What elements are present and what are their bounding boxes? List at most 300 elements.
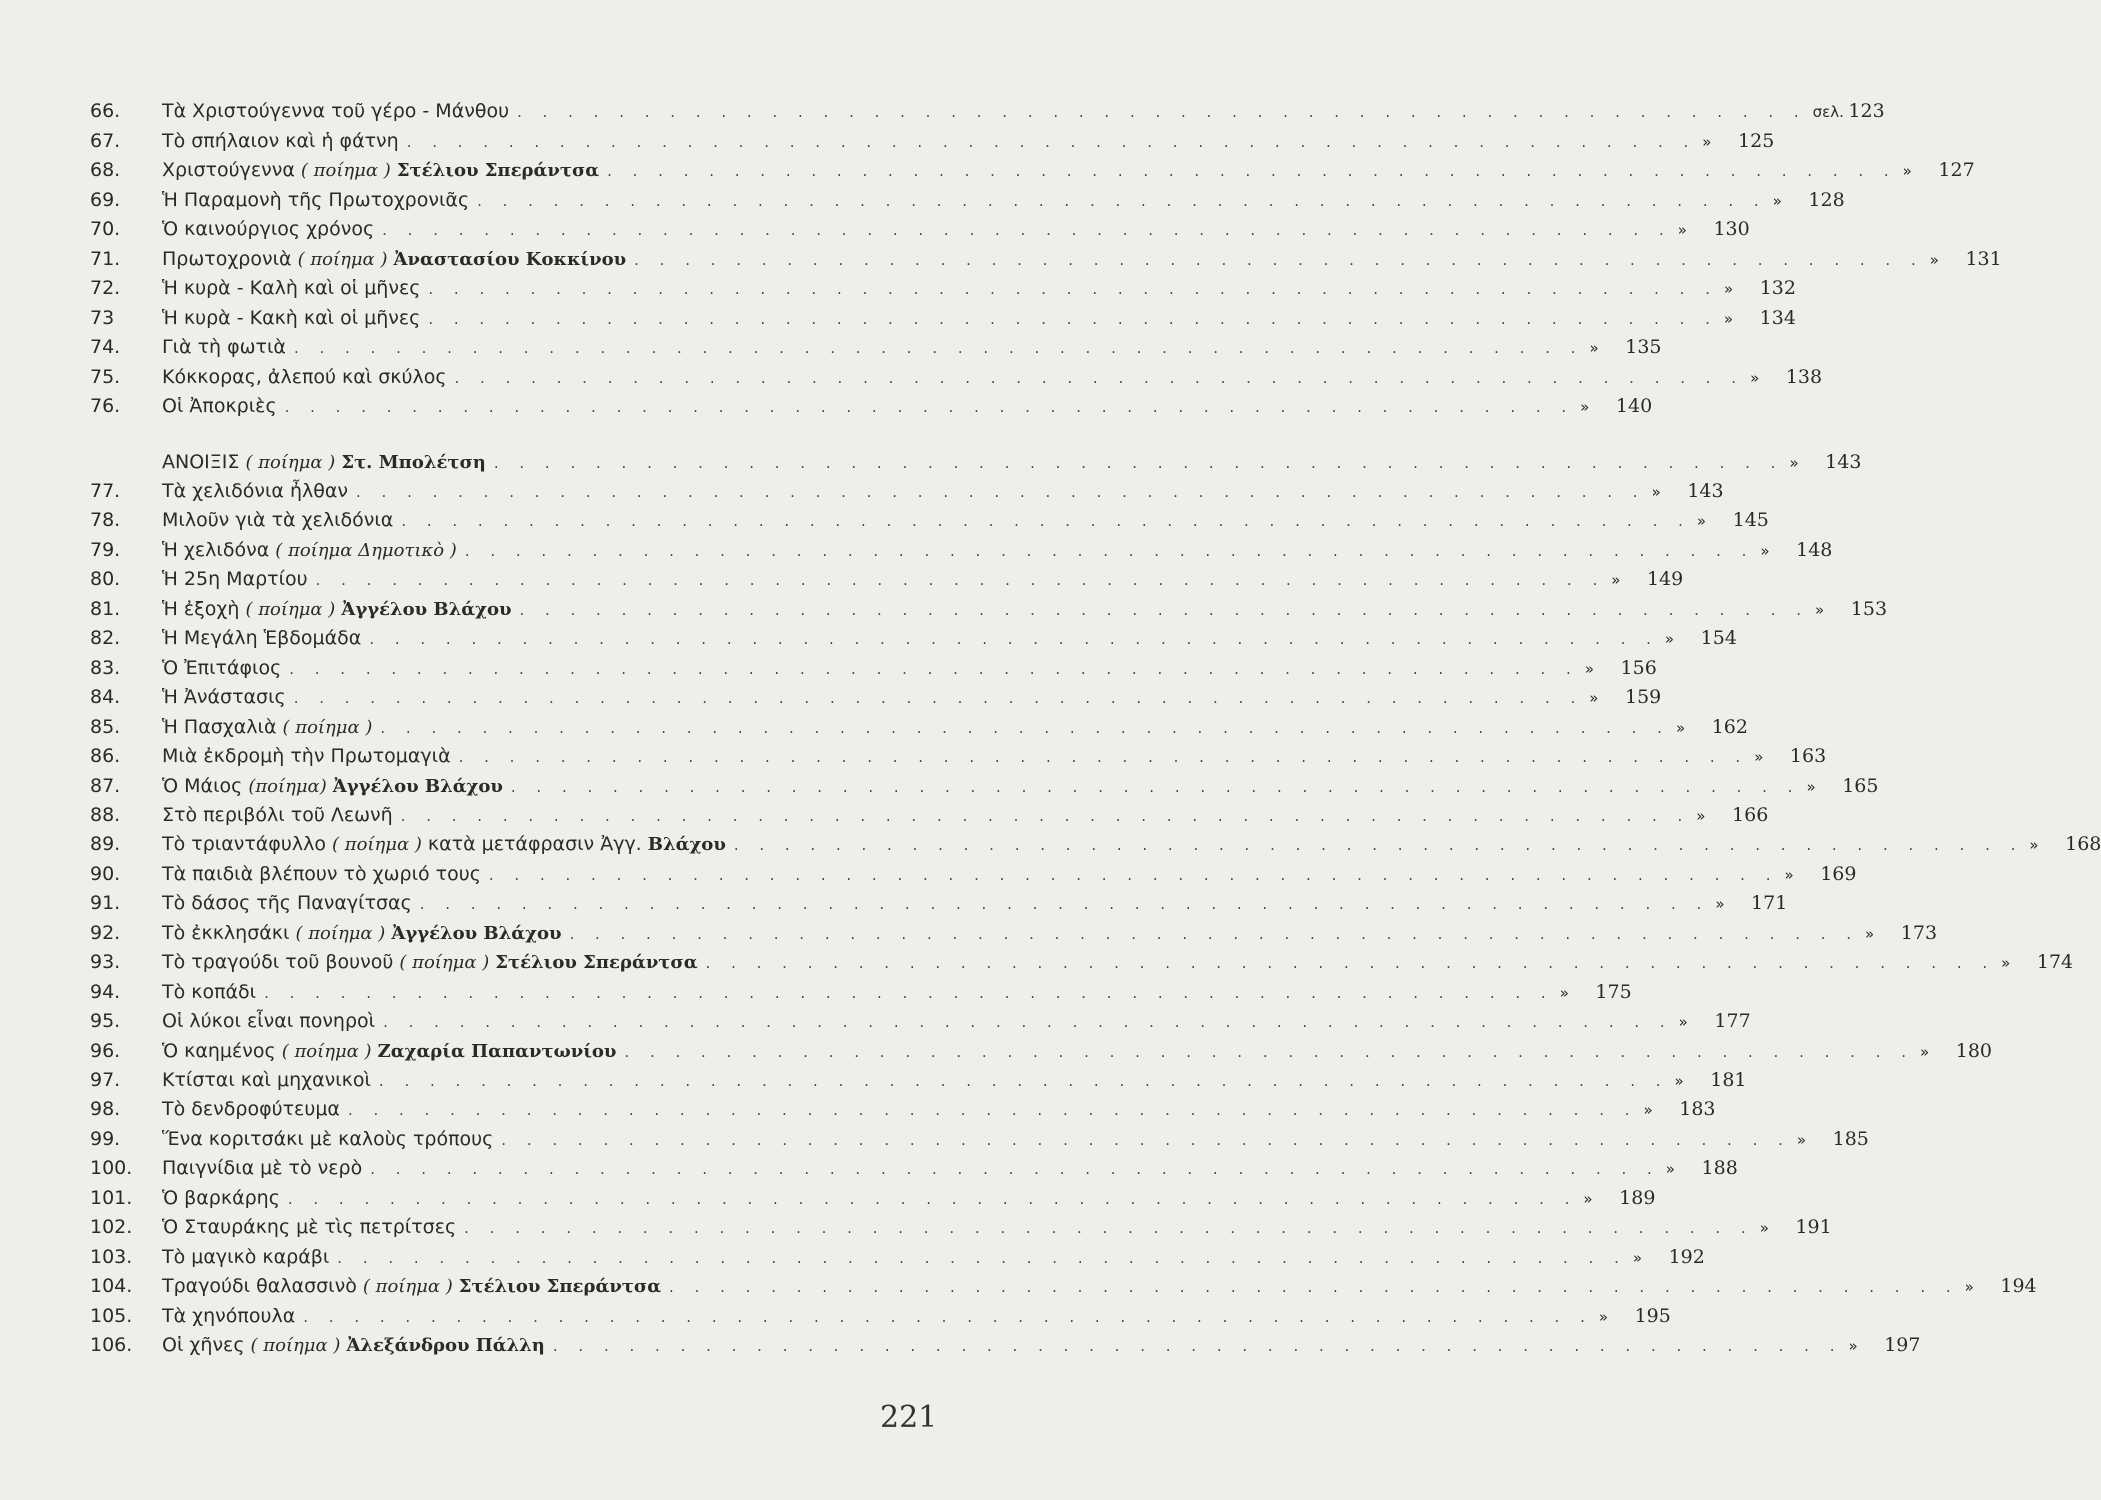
page-ref-marker: »: [1723, 309, 1734, 328]
entry-number: 92.: [90, 921, 121, 944]
entry-title-group: [162, 303, 420, 333]
entry-author: Ἀγγέλου Βλάχου: [332, 775, 503, 797]
page-ref-marker: »: [1754, 748, 1764, 767]
entry-page: 191: [1795, 1216, 1832, 1239]
entry-title: Τὸ μαγικὸ καράβι: [162, 1245, 330, 1268]
entry-title-group: [162, 244, 626, 275]
dot-leader: . . . . . . . . . . . . . . . . . . . . . . . . . . . . . . . . . . . . . . . . . . . . . . . . . . .: [477, 191, 1767, 210]
page-ref-marker: »: [1759, 1219, 1769, 1238]
page-ref-marker: »: [1675, 718, 1686, 737]
entry-title: Ὁ βαρκάρης: [162, 1186, 280, 1209]
entry-title: Ἡ χελιδόνα: [162, 538, 270, 561]
toc-entry: [90, 476, 1724, 506]
entry-title: Τὸ τραγούδι τοῦ βουνοῦ: [162, 951, 394, 974]
dot-leader: . . . . . . . . . . . . . . . . . . . . . . . . . . . . . . . . . . . . . . . . . . . . . . . . . . .: [378, 1072, 1669, 1090]
entry-title-group: [162, 800, 393, 830]
entry-title: Χριστούγεννα: [162, 159, 295, 181]
entry-page: 148: [1796, 538, 1833, 561]
entry-title-group: [162, 947, 698, 978]
page-number: 221: [880, 1400, 938, 1435]
entry-title: Ὁ Ἐπιτάφιος: [162, 656, 282, 679]
entry-page: 163: [1789, 745, 1827, 768]
entry-number: 90.: [90, 862, 121, 885]
entry-title-group: [162, 712, 372, 743]
entry-title-group: [162, 653, 281, 683]
toc-entry: [90, 1301, 1671, 1331]
page-ref-marker: »: [1583, 1189, 1593, 1208]
entry-page: 127: [1938, 159, 1975, 181]
dot-leader: . . . . . . . . . . . . . . . . . . . . . . . . . . . . . . . . . . . . . . . . . . . . . . . . . . .: [264, 983, 1554, 1002]
dot-leader: . . . . . . . . . . . . . . . . . . . . . . . . . . . . . . . . . . . . . . . . . . . . . . . . . . .: [428, 280, 1718, 298]
entry-title-group: [162, 829, 726, 860]
dot-leader: . . . . . . . . . . . . . . . . . . . . . . . . . . . . . . . . . . . . . . . . . . . . . . . . . . .: [493, 454, 1784, 472]
toc-entry: [90, 1271, 2037, 1301]
page-ref-marker: »: [1902, 162, 1912, 180]
entry-title: Τὰ χηνόπουλα: [162, 1304, 296, 1327]
toc-entry: [90, 1124, 1869, 1154]
toc-entry: [90, 888, 1788, 918]
entry-number: 69.: [90, 188, 121, 211]
toc-entry: [90, 859, 1857, 889]
entry-title: Ἡ 25η Μαρτίου: [162, 568, 308, 591]
entry-title-group: [162, 155, 599, 186]
entry-number: 93.: [90, 951, 121, 974]
entry-author: Βλάχου: [647, 834, 726, 856]
toc-entry: [90, 535, 1833, 565]
entry-title: Τραγούδι θαλασσινὸ: [162, 1275, 357, 1298]
page-ref-marker: »: [1796, 1130, 1807, 1149]
entry-number: 88.: [90, 803, 121, 826]
entry-title: Τὰ χελιδόνια ἦλθαν: [162, 480, 348, 502]
entry-page: 153: [1850, 597, 1888, 620]
entry-note: ( ποίημα ): [245, 598, 336, 620]
entry-number: 99.: [90, 1127, 121, 1150]
entry-page: 188: [1701, 1157, 1738, 1180]
page-ref-marker: »: [1611, 571, 1621, 590]
toc-entry: [90, 1153, 1738, 1183]
entry-page: 123: [1848, 100, 1885, 122]
toc-entry: [90, 332, 1662, 362]
entry-title-group: [162, 771, 503, 802]
entry-number: 100.: [90, 1157, 133, 1180]
page-ref-marker: »: [1677, 221, 1687, 239]
entry-title-group: [162, 1065, 371, 1095]
entry-page: 125: [1738, 129, 1775, 152]
entry-title-group: [162, 96, 509, 126]
entry-title: ΑΝΟΙΞΙΣ: [162, 451, 240, 473]
page-ref-marker: »: [1920, 1042, 1930, 1061]
entry-author: Στέλιου Σπεράντσα: [396, 160, 600, 181]
entry-title: Οἱ χῆνες: [162, 1334, 245, 1357]
toc-entry: [90, 712, 1748, 742]
entry-title: Ὁ Σταυράκης μὲ τὶς πετρίτσες: [162, 1216, 457, 1239]
entry-number: 94.: [90, 980, 121, 1003]
entry-number: 79.: [90, 538, 121, 561]
entry-page: 192: [1668, 1245, 1705, 1268]
entry-page: 143: [1825, 451, 1862, 473]
entry-title: Τὸ ἐκκλησάκι: [162, 921, 290, 944]
entry-author: Στέλιου Σπεράντσα: [458, 1276, 662, 1298]
dot-leader: . . . . . . . . . . . . . . . . . . . . . . . . . . . . . . . . . . . . . . . . . . . . . . . . . . .: [669, 1278, 1959, 1297]
page-ref-marker: »: [1815, 600, 1825, 619]
toc-entry: [90, 771, 1879, 801]
entry-page: 195: [1634, 1304, 1671, 1327]
entry-title: Ἡ Ἀνάστασις: [162, 686, 286, 709]
entry-title: Ἡ κυρὰ - Κακὴ καὶ οἱ μῆνες: [162, 306, 421, 329]
entry-note: ( ποίημα ): [250, 1335, 341, 1357]
entry-page: 145: [1732, 509, 1769, 532]
entry-title-group: [162, 564, 308, 594]
entry-page: 143: [1687, 480, 1724, 502]
entry-title-group: [162, 1094, 340, 1124]
entry-number: 87.: [90, 774, 121, 797]
toc-entry: [90, 594, 1888, 624]
toc-entry: [90, 623, 1737, 653]
entry-number: 98.: [90, 1098, 121, 1121]
entry-title: Οἱ λύκοι εἶναι πονηροὶ: [162, 1010, 376, 1033]
toc-entry: [90, 126, 1775, 156]
toc-entry: [90, 741, 1827, 771]
page-ref-marker: »: [1772, 191, 1782, 210]
page-ref-marker: »: [1589, 339, 1599, 357]
entry-number: 71.: [90, 247, 121, 270]
entry-number: 67.: [90, 129, 121, 152]
entry-author: Ζαχαρία Παπαντωνίου: [377, 1040, 617, 1062]
entry-title: Τὸ δάσος τῆς Παναγίτσας: [162, 892, 412, 915]
toc-entry: [90, 947, 2074, 977]
entry-page: 128: [1808, 188, 1845, 211]
page-ref-marker: »: [1696, 512, 1707, 531]
entry-title: Τὸ τριαντάφυλλο: [162, 833, 326, 856]
entry-page: 149: [1646, 568, 1684, 591]
entry-page: 156: [1620, 656, 1657, 679]
page-ref-marker: »: [1580, 398, 1590, 416]
page-ref-marker: »: [1589, 689, 1599, 708]
entry-page: 130: [1713, 218, 1750, 240]
entry-title-group: [162, 918, 561, 949]
dot-leader: . . . . . . . . . . . . . . . . . . . . . . . . . . . . . . . . . . . . . . . . . . . . . . . . . . .: [383, 1013, 1673, 1032]
dot-leader: . . . . . . . . . . . . . . . . . . . . . . . . . . . . . . . . . . . . . . . . . . . . . . . . . . .: [624, 1042, 1914, 1061]
dot-leader: . . . . . . . . . . . . . . . . . . . . . . . . . . . . . . . . . . . . . . . . . . . . . . . . . . .: [356, 483, 1646, 501]
entry-title-group: [162, 977, 256, 1007]
toc-entry: [90, 1242, 1705, 1272]
entry-page: 169: [1820, 862, 1857, 885]
entry-title: Ἡ Μεγάλη Ἑβδομάδα: [162, 627, 362, 650]
entry-page: 162: [1711, 715, 1748, 738]
dot-leader: . . . . . . . . . . . . . . . . . . . . . . . . . . . . . . . . . . . . . . . . . . . . . . . . . . .: [464, 1219, 1754, 1238]
entry-author: Ἀγγέλου Βλάχου: [391, 922, 562, 944]
page-ref-marker: »: [1865, 924, 1875, 943]
entry-note: (ποίημα): [248, 775, 327, 797]
entry-title-group: [162, 1036, 616, 1067]
toc-entry: [90, 303, 1796, 333]
page-ref-marker: »: [1559, 983, 1569, 1002]
entry-title: Ὁ καημένος: [162, 1039, 276, 1062]
entry-number: 66.: [90, 100, 121, 122]
entry-title-group: [162, 126, 399, 156]
toc-entry: [90, 800, 1769, 830]
page-ref-marker: »: [1760, 541, 1770, 560]
dot-leader: . . . . . . . . . . . . . . . . . . . . . . . . . . . . . . . . . . . . . . . . . . . . . . . . . . .: [634, 250, 1924, 269]
dot-leader: . . . . . . . . . . . . . . . . . . . . . . . . . . . . . . . . . . . . . . . . . . . . . . . . . . .: [370, 1160, 1660, 1179]
entry-title: Κόκκορας, ἀλεπού καὶ σκύλος: [162, 365, 447, 388]
dot-leader: . . . . . . . . . . . . . . . . . . . . . . . . . . . . . . . . . . . . . . . . . . . . . . . . . . .: [501, 1130, 1791, 1149]
entry-number: 75.: [90, 365, 121, 388]
entry-title: Παιγνίδια μὲ τὸ νερὸ: [162, 1157, 363, 1180]
toc-entry: [90, 1036, 1992, 1066]
entry-title: Ἕνα κοριτσάκι μὲ καλοὺς τρόπους: [162, 1127, 494, 1150]
entry-title: Μιὰ ἐκδρομὴ τὴν Πρωτομαγιὰ: [162, 745, 451, 768]
dot-leader: . . . . . . . . . . . . . . . . . . . . . . . . . . . . . . . . . . . . . . . . . . . . . . . . . . .: [510, 777, 1801, 796]
entry-note: ( ποίημα ): [332, 834, 422, 856]
entry-page: 173: [1900, 921, 1938, 944]
entry-title-group: [162, 682, 286, 712]
entry-number: 74.: [90, 336, 121, 358]
dot-leader: . . . . . . . . . . . . . . . . . . . . . . . . . . . . . . . . . . . . . . . . . . . . . . . . . . .: [303, 1307, 1593, 1326]
page-ref-marker: »: [1696, 806, 1706, 825]
entry-page: 194: [2000, 1275, 2037, 1298]
dot-leader: . . . . . . . . . . . . . . . . . . . . . . . . . . . . . . . . . . . . . . . . . . . . . . . . . . .: [607, 162, 1897, 180]
toc-entry: [90, 653, 1657, 683]
entry-number: 86.: [90, 745, 121, 768]
entry-title-group: [162, 476, 348, 506]
toc-entry: [90, 1330, 1921, 1360]
entry-author: Ἀναστασίου Κοκκίνου: [393, 248, 627, 270]
entry-title-group: [162, 1183, 280, 1213]
dot-leader: . . . . . . . . . . . . . . . . . . . . . . . . . . . . . . . . . . . . . . . . . . . . . . . . . . .: [428, 309, 1718, 328]
entry-title-group: [162, 1124, 493, 1154]
toc-entry: [90, 977, 1632, 1007]
entry-page: 168: [2065, 833, 2101, 856]
entry-title: Ἡ Πασχαλιὰ: [162, 715, 277, 738]
entry-title-group: [162, 594, 511, 625]
entry-author: Ἀλεξάνδρου Πάλλη: [346, 1335, 545, 1357]
page-ref-marker: »: [2029, 836, 2039, 855]
page-ref-marker: »: [1632, 1248, 1643, 1267]
entry-number: 89.: [90, 833, 121, 856]
entry-title-group: [162, 741, 451, 771]
dot-leader: . . . . . . . . . . . . . . . . . . . . . . . . . . . . . . . . . . . . . . . . . . . . . . . . . . .: [458, 748, 1749, 767]
entry-number: 70.: [90, 218, 121, 240]
entry-author: Στ. Μπολέτση: [341, 452, 486, 473]
entry-title-group: [162, 332, 286, 362]
entry-number: 95.: [90, 1010, 121, 1033]
page-ref-marker: »: [1651, 483, 1661, 501]
dot-leader: . . . . . . . . . . . . . . . . . . . . . . . . . . . . . . . . . . . . . . . . . . . . . . . . . . .: [406, 132, 1697, 151]
entry-number: 106.: [90, 1334, 133, 1357]
entry-title-group: [162, 1271, 661, 1302]
entry-page: 174: [2036, 951, 2074, 974]
entry-title-group: [162, 1242, 329, 1272]
entry-note: ( ποίημα ): [245, 452, 336, 473]
entry-number: 80.: [90, 568, 121, 591]
entry-note: ( ποίημα ): [399, 952, 490, 974]
toc-entry: [90, 447, 1862, 477]
dot-leader: . . . . . . . . . . . . . . . . . . . . . . . . . . . . . . . . . . . . . . . . . . . . . . . . . . .: [293, 339, 1584, 357]
entry-translation-note: κατὰ μετάφρασιν Ἀγγ.: [427, 833, 642, 856]
entry-note: ( ποίημα ): [282, 716, 373, 738]
entry-page: 138: [1785, 365, 1823, 388]
entry-title-group: [162, 1330, 545, 1361]
toc-entry: [90, 1183, 1656, 1213]
entry-title-group: [162, 362, 447, 392]
entry-number: 85.: [90, 715, 121, 738]
toc-entry: [90, 391, 1653, 421]
entry-title: Τὰ Χριστούγεννα τοῦ γέρο - Μάνθου: [162, 100, 510, 122]
entry-number: 68.: [90, 159, 121, 181]
entry-title-group: [162, 185, 469, 215]
dot-leader: . . . . . . . . . . . . . . . . . . . . . . . . . . . . . . . . . . . . . . . . . . . . . . . . . . .: [369, 630, 1659, 649]
entry-number: 104.: [90, 1275, 133, 1298]
entry-note: ( ποίημα ): [295, 922, 386, 944]
entry-number: 78.: [90, 509, 121, 532]
entry-page: 165: [1842, 774, 1879, 797]
entry-title: Τὰ παιδιὰ βλέπουν τὸ χωριό τους: [162, 862, 481, 885]
dot-leader: . . . . . . . . . . . . . . . . . . . . . . . . . . . . . . . . . . . . . . . . . . . . . . . . . . .: [464, 541, 1755, 560]
entry-number: 91.: [90, 892, 121, 915]
toc-entry: [90, 273, 1796, 303]
entry-number: 105.: [90, 1304, 133, 1327]
entry-number: 81.: [90, 597, 121, 620]
entry-title-group: [162, 273, 420, 303]
page-ref-marker: »: [1678, 1013, 1688, 1032]
entry-number: 73: [90, 306, 115, 329]
entry-title-group: [162, 214, 374, 244]
entry-title: Ἡ ἐξοχὴ: [162, 597, 240, 620]
toc-entry: [90, 362, 1823, 392]
entry-note: ( ποίημα ): [297, 248, 388, 270]
entry-note: ( ποίημα ): [281, 1040, 372, 1062]
dot-leader: . . . . . . . . . . . . . . . . . . . . . . . . . . . . . . . . . . . . . . . . . . . . . . . . . . .: [733, 836, 2024, 855]
page-ref-marker: »: [1964, 1278, 1974, 1297]
entry-title-group: [162, 1006, 375, 1036]
entry-page: 197: [1884, 1334, 1921, 1357]
page-ref-marker: »: [1664, 630, 1675, 649]
entry-page: 134: [1759, 306, 1796, 329]
entry-number: 96.: [90, 1039, 121, 1062]
dot-leader: . . . . . . . . . . . . . . . . . . . . . . . . . . . . . . . . . . . . . . . . . . . . . . . . . . .: [337, 1248, 1627, 1267]
toc-entry: [90, 244, 2002, 274]
dot-leader: . . . . . . . . . . . . . . . . . . . . . . . . . . . . . . . . . . . . . . . . . . . . . . . . . . .: [488, 865, 1779, 884]
dot-leader: . . . . . . . . . . . . . . . . . . . . . . . . . . . . . . . . . . . . . . . . . . . . . . . . . . .: [289, 659, 1579, 678]
toc-entry: [90, 918, 1938, 948]
entry-page: 140: [1615, 395, 1653, 417]
dot-leader: . . . . . . . . . . . . . . . . . . . . . . . . . . . . . . . . . . . . . . . . . . . . . . . . . . .: [284, 398, 1575, 416]
dot-leader: . . . . . . . . . . . . . . . . . . . . . . . . . . . . . . . . . . . . . . . . . . . . . . . . . . .: [519, 600, 1810, 619]
page-ref-marker: »: [1665, 1160, 1675, 1179]
entry-title-group: [162, 1212, 456, 1242]
entry-title: Μιλοῦν γιὰ τὰ χελιδόνια: [162, 509, 394, 532]
page-ref-marker: »: [1789, 454, 1799, 472]
entry-page: 171: [1751, 892, 1788, 915]
entry-title-group: [162, 447, 486, 478]
entry-note: ( ποίημα ): [300, 160, 391, 181]
entry-title-group: [162, 1301, 295, 1331]
entry-title: Τὸ κοπάδι: [162, 980, 257, 1003]
entry-title: Ἡ κυρὰ - Καλὴ καὶ οἱ μῆνες: [162, 277, 421, 299]
entry-title-group: [162, 1153, 362, 1183]
page-ref-marker: »: [2001, 954, 2011, 973]
toc-entry: [90, 1212, 1832, 1242]
dot-leader: . . . . . . . . . . . . . . . . . . . . . . . . . . . . . . . . . . . . . . . . . . . . . . . . . . .: [552, 1337, 1843, 1356]
dot-leader: . . . . . . . . . . . . . . . . . . . . . . . . . . . . . . . . . . . . . . . . . . . . . . . . . . .: [382, 221, 1672, 239]
entry-number: 102.: [90, 1216, 133, 1239]
entry-page: 185: [1832, 1127, 1869, 1150]
dot-leader: . . . . . . . . . . . . . . . . . . . . . . . . . . . . . . . . . . . . . . . . . . . . . . . . . . .: [347, 1101, 1638, 1120]
toc-entry: [90, 505, 1769, 535]
dot-leader: . . . . . . . . . . . . . . . . . . . . . . . . . . . . . . . . . . . . . . . . . . . . . . . . . . .: [705, 954, 1996, 973]
entry-title: Γιὰ τὴ φωτιὰ: [162, 336, 286, 358]
dot-leader: . . . . . . . . . . . . . . . . . . . . . . . . . . . . . . . . . . . . . . . . . . . . . . . . . . .: [293, 689, 1584, 708]
entry-title-group: [162, 623, 361, 653]
toc-entry: [90, 564, 1684, 594]
entry-title-group: [162, 535, 457, 566]
toc-entry: [90, 1006, 1751, 1036]
page-ref-marker: »: [1674, 1072, 1684, 1090]
page-ref-marker: »: [1643, 1101, 1653, 1120]
entry-page: 132: [1759, 277, 1796, 299]
entry-number: 82.: [90, 627, 121, 650]
toc-entry: [90, 1094, 1716, 1124]
entry-title: Οἱ Ἀποκριὲς: [162, 395, 277, 417]
entry-note: ( ποίημα Δημοτικὸ ): [275, 539, 457, 561]
entry-page: 181: [1710, 1069, 1747, 1091]
entry-page: 166: [1732, 803, 1769, 826]
entry-number: 101.: [90, 1186, 133, 1209]
entry-title-group: [162, 859, 481, 889]
entry-page: 183: [1679, 1098, 1716, 1121]
entry-title-group: [162, 391, 277, 421]
toc-entry: [90, 96, 1885, 126]
entry-page: 154: [1700, 627, 1737, 650]
entry-page: 131: [1965, 247, 2002, 270]
toc-entry: [90, 185, 1845, 215]
dot-leader: . . . . . . . . . . . . . . . . . . . . . . . . . . . . . . . . . . . . . . . . . . . . . . . . . . .: [380, 718, 1670, 737]
entry-number: 72.: [90, 277, 121, 299]
entry-number: 97.: [90, 1069, 121, 1091]
entry-author: Ἀγγέλου Βλάχου: [341, 598, 512, 620]
toc-entry: [90, 214, 1750, 244]
entry-title: Ἡ Παραμονὴ τῆς Πρωτοχρονιᾶς: [162, 188, 470, 211]
dot-leader: . . . . . . . . . . . . . . . . . . . . . . . . . . . . . . . . . . . . . . . . . . . . . . . . . . .: [517, 103, 1807, 121]
entry-page: 189: [1619, 1186, 1656, 1209]
entry-number: 84.: [90, 686, 121, 709]
page-ref-marker: »: [1806, 777, 1816, 796]
dot-leader: . . . . . . . . . . . . . . . . . . . . . . . . . . . . . . . . . . . . . . . . . . . . . . . . . . .: [400, 806, 1691, 825]
entry-number: 103.: [90, 1245, 133, 1268]
page-ref-marker: »: [1750, 368, 1760, 387]
toc-entry: [90, 155, 1975, 185]
dot-leader: . . . . . . . . . . . . . . . . . . . . . . . . . . . . . . . . . . . . . . . . . . . . . . . . . . .: [287, 1189, 1578, 1208]
page-ref-marker: »: [1715, 895, 1725, 914]
page-ref-marker: »: [1784, 865, 1794, 884]
entry-title: Τὸ δενδροφύτευμα: [162, 1098, 340, 1121]
page-ref-marker: »: [1584, 659, 1594, 678]
entry-title: Ὁ καινούργιος χρόνος: [162, 218, 375, 240]
entry-number: 77.: [90, 480, 121, 502]
entry-number: 76.: [90, 395, 121, 417]
toc-entry: [90, 829, 2101, 859]
entry-author: Στέλιου Σπεράντσα: [495, 952, 698, 974]
entry-title: Στὸ περιβόλι τοῦ Λεωνῆ: [162, 803, 393, 826]
dot-leader: . . . . . . . . . . . . . . . . . . . . . . . . . . . . . . . . . . . . . . . . . . . . . . . . . . .: [569, 924, 1860, 943]
entry-page: 159: [1625, 686, 1662, 709]
entry-title: Τὸ σπήλαιον καὶ ἡ φάτνη: [162, 129, 399, 152]
page-ref-marker: σελ.: [1812, 103, 1844, 121]
page-ref-marker: »: [1598, 1307, 1609, 1326]
entry-title-group: [162, 505, 393, 535]
entry-title: Ὁ Μάιος: [162, 774, 243, 797]
